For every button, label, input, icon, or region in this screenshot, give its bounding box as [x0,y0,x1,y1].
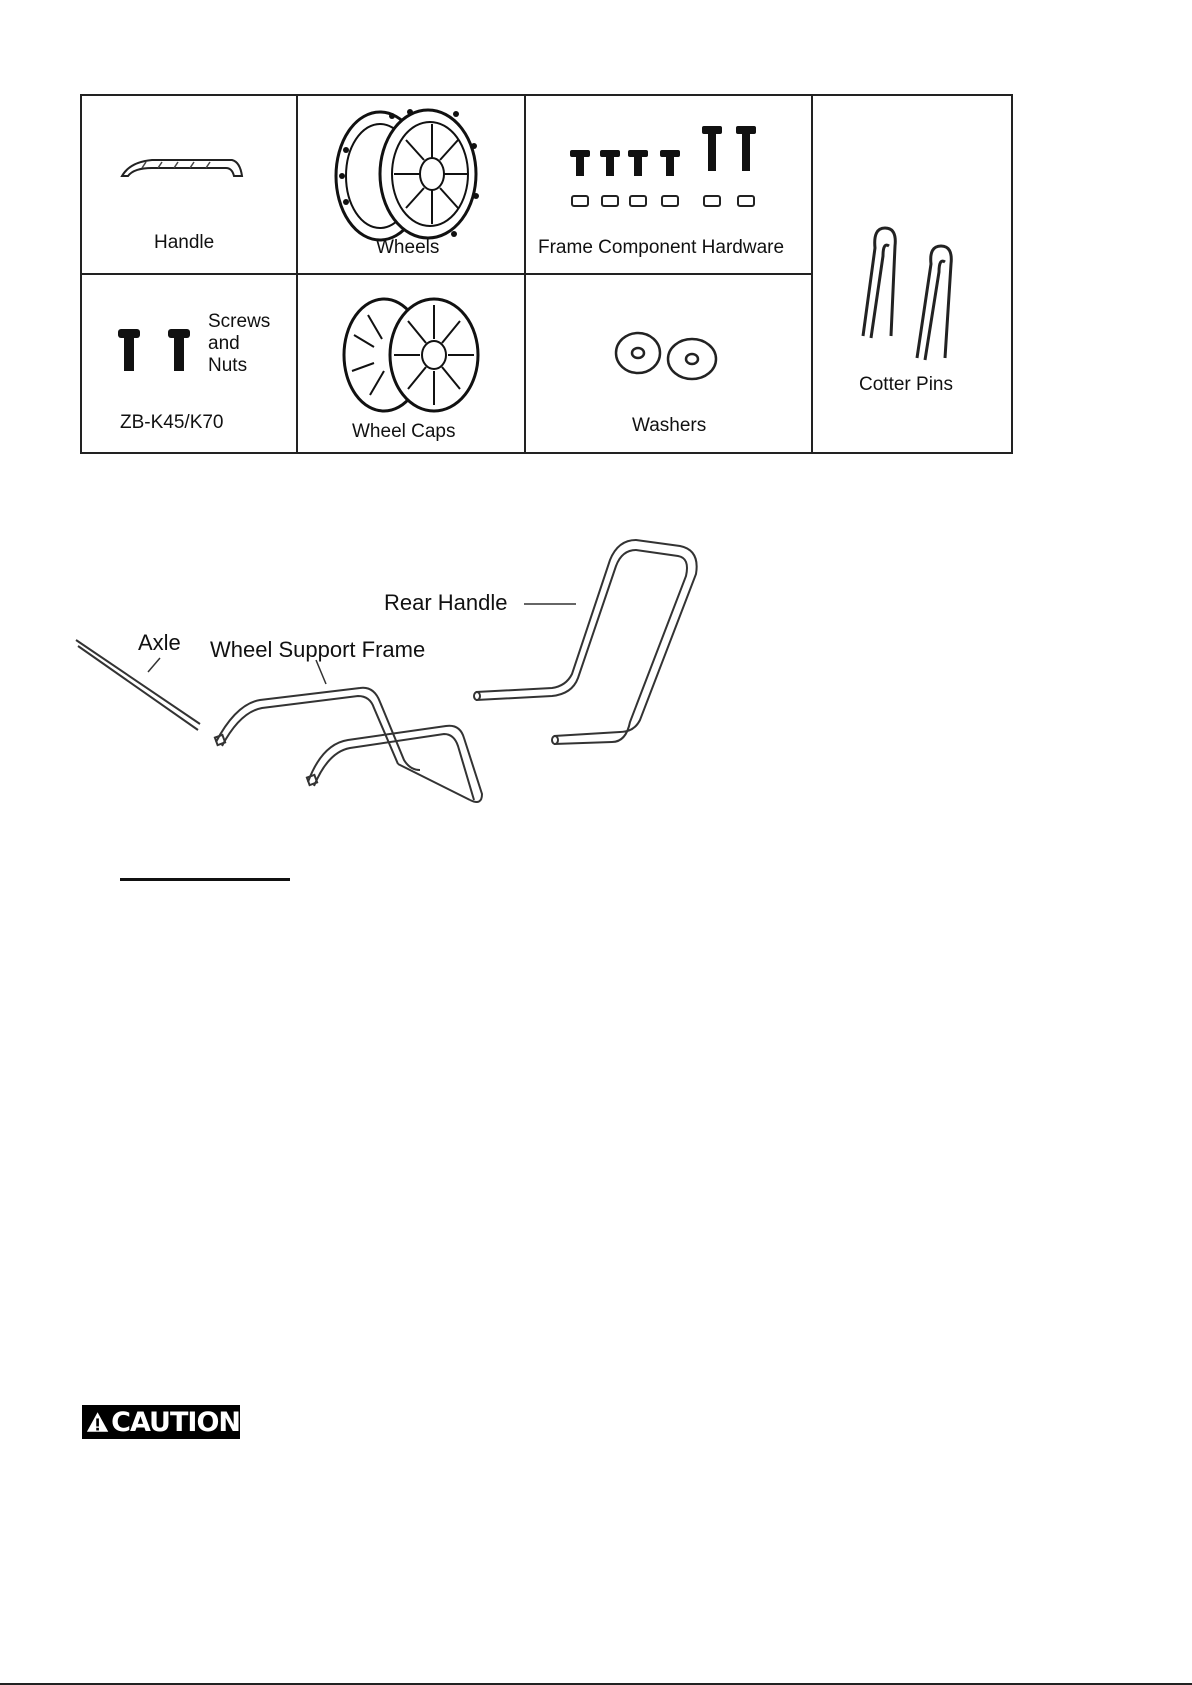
handle-label: Handle [154,232,215,253]
cotter-pins-label: Cotter Pins [859,374,953,395]
axle-label: Axle [138,630,181,655]
wheel-support-frame-label: Wheel Support Frame [210,637,426,662]
nuts-label: Nuts [208,355,248,376]
washers-label: Washers [632,415,707,436]
heading-underline [120,878,290,881]
caution-label: CAUTION [111,1406,240,1438]
screws-label: Screws [208,311,271,332]
warning-triangle-icon [86,1409,109,1435]
wheel-caps-label: Wheel Caps [352,421,456,442]
model-label: ZB-K45/K70 [120,412,224,433]
and-label: and [208,333,240,354]
frame-hardware-label: Frame Component Hardware [538,237,785,258]
caution-badge [82,1405,240,1439]
rear-handle-label: Rear Handle [384,590,508,615]
wheels-label: Wheels [376,237,440,258]
